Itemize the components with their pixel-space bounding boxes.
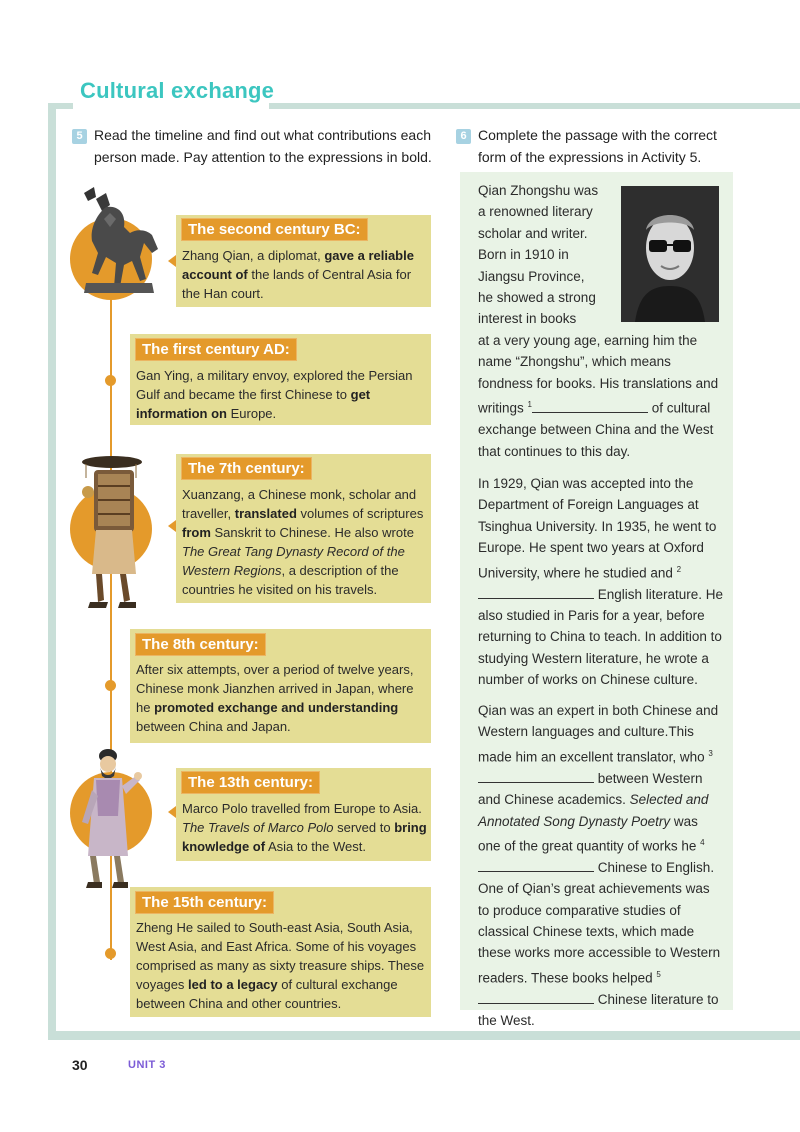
card-text-run: Asia to the West.	[265, 839, 366, 854]
bold-expression: gave a reliable account of	[182, 248, 414, 282]
bold-expression: translated	[234, 506, 297, 521]
passage-text: Chinese to English. One of Qian’s great achievements was to produce comparative studies of classical Chinese texts, which made these works more accessible to Western readers. These books helped	[478, 859, 721, 986]
activity-5-number: 5	[72, 129, 87, 144]
card-4-heading: The 8th century:	[135, 633, 266, 656]
passage-text: In 1929, Qian was accepted into the Department of Foreign Languages at Tsinghua University. In 1935, he went to Europe. He spent two years at Oxford University, where he studied and	[478, 476, 717, 581]
card-text-run: Xuanzang, a Chinese monk, scholar and traveller,	[182, 487, 417, 521]
passage-line: a renowned literary	[478, 204, 593, 220]
card-text-run: Gan Ying, a military envoy, explored the Persian Gulf and became the first Chinese to	[136, 368, 413, 402]
blank-number: 1	[527, 400, 532, 410]
card-2-heading: The first century AD:	[135, 338, 297, 361]
card-pointer	[168, 255, 176, 267]
card-1-text	[182, 246, 427, 303]
passage-line: Qian Zhongshu was	[478, 183, 599, 198]
bold-expression: from	[182, 525, 211, 540]
bold-expression: bring knowledge of	[182, 820, 427, 854]
card-1-heading: The second century BC:	[181, 218, 368, 241]
italic-title: The Travels of Marco Polo	[182, 820, 334, 835]
passage-line: scholar and writer.	[478, 225, 588, 241]
card-text-run: volumes of scriptures	[296, 506, 424, 521]
card-3-text	[182, 485, 427, 599]
blank-number: 5	[656, 969, 661, 979]
activity-6-instruction: Complete the passage with the correct form of the expressions in Activity 5.	[478, 127, 717, 165]
card-5-heading: The 13th century:	[181, 771, 320, 794]
qian-zhongshu-photo	[621, 186, 719, 322]
passage-text: of cultural exchange between China and the West that continues to this day.	[478, 400, 714, 459]
card-text-run: served to	[333, 820, 395, 835]
passage-intro-lines	[478, 180, 618, 330]
card-text-run: , a description of the countries he visited on his travels.	[182, 563, 399, 597]
card-4-text	[136, 660, 426, 736]
marco-polo-illustration	[70, 746, 154, 896]
card-text-run: Europe.	[227, 406, 277, 421]
card-6-text	[136, 918, 426, 1013]
horseman-statue-illustration	[66, 183, 174, 303]
blank-number: 3	[708, 748, 713, 758]
passage-text: Chinese literature to the West.	[478, 991, 719, 1029]
card-3-heading: The 7th century:	[181, 457, 312, 480]
passage-line: Jiangsu Province,	[478, 268, 585, 284]
bold-expression: led to a legacy	[188, 977, 278, 992]
passage-text: English literature. He also studied in Paris for a year, before returning to China to teach. In addition to studying Western literature, he wrote a number of works on Chinese culture.	[478, 586, 724, 688]
card-6-heading: The 15th century:	[135, 891, 274, 914]
passage-line: interest in books	[478, 311, 577, 327]
card-pointer	[168, 806, 176, 818]
unit-label: UNIT 3	[128, 1059, 166, 1071]
activity-5-instruction: Read the timeline and find out what contributions each person made. Pay attention to the expressions in bold.	[94, 127, 432, 165]
xuanzang-monk-illustration	[74, 452, 154, 612]
page-number: 30	[72, 1057, 88, 1073]
answer-blank-5[interactable]	[478, 991, 594, 1004]
answer-blank-4[interactable]	[478, 859, 594, 872]
passage-line: he showed a strong	[478, 290, 596, 306]
card-text-run: Sanskrit to Chinese. He also wrote	[210, 525, 414, 540]
passage-paragraph-1	[478, 330, 724, 462]
book-title: Selected and Annotated Song Dynasty Poetry	[478, 792, 709, 829]
card-5-text	[182, 799, 427, 856]
blank-number: 4	[700, 837, 705, 847]
answer-blank-1[interactable]	[532, 400, 648, 413]
card-text-run: of cultural exchange between China and other countries.	[136, 977, 398, 1011]
blank-number: 2	[676, 564, 682, 574]
passage-text: between Western and Chinese academics.	[478, 770, 703, 808]
passage-paragraph-3	[478, 700, 724, 1032]
timeline-dot	[105, 948, 116, 959]
passage-text: Qian was an expert in both Chinese and Western languages and culture.This made him an excellent translator, who	[478, 703, 719, 765]
timeline-dot	[105, 680, 116, 691]
card-text-run: between China and Japan.	[136, 719, 291, 734]
section-title: Cultural exchange	[80, 78, 275, 103]
passage-paragraph-2	[478, 473, 724, 691]
answer-blank-3[interactable]	[478, 770, 594, 783]
italic-title: The Great Tang Dynasty Record of the Western Regions	[182, 544, 405, 578]
bold-expression: get information on	[136, 387, 371, 421]
passage-line: Born in 1910 in	[478, 247, 569, 263]
card-pointer	[168, 520, 176, 532]
card-text-run: Marco Polo travelled from Europe to Asia.	[182, 801, 422, 816]
card-text-run: the lands of Central Asia for the Han court.	[182, 267, 412, 301]
card-text-run: Zheng He sailed to South-east Asia, South Asia, West Asia, and East Africa. Some of his voyages comprised as many as sixty treasure ships. These voyages	[136, 920, 425, 992]
passage-text: was one of the great quantity of works he	[478, 813, 701, 854]
timeline-dot	[105, 375, 116, 386]
passage-text: at a very young age, earning him the name “Zhongshu”, which means fondness for books. His translations and writings	[478, 333, 719, 416]
answer-blank-2[interactable]	[478, 586, 594, 599]
card-2-text	[136, 366, 426, 423]
card-text-run: After six attempts, over a period of twelve years, Chinese monk Jianzhen arrived in Japan, where he	[136, 662, 414, 715]
card-text-run: Zhang Qian, a diplomat,	[182, 248, 325, 263]
bold-expression: promoted exchange and understanding	[154, 700, 399, 715]
activity-6-number: 6	[456, 129, 471, 144]
